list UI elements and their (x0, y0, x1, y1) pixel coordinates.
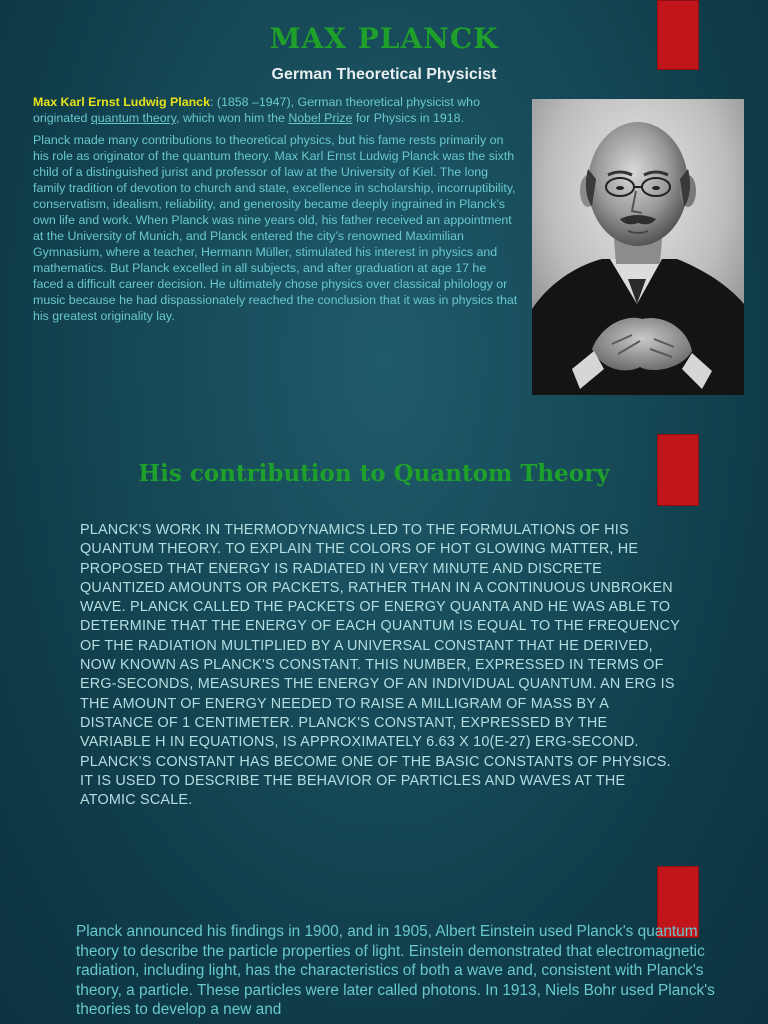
contribution-text: PLANCK'S WORK IN THERMODYNAMICS LED TO THE FORMULATIONS OF HIS QUANTUM THEORY. TO EXPLAIN THE COLORS OF HOT GLOWING MATTER, HE PROPOSED THAT ENERGY IS RADIATED IN VERY MINUTE AND DISCRETE QUANTIZED AMOUNTS OR PACKETS, RATHER THAN IN A CONTINUOUS UNBROKEN WAVE. PLANCK CALLED THE PACKETS OF ENERGY QUANTA AND HE WAS ABLE TO DETERMINE THAT THE ENERGY OF EACH QUANTUM IS EQUAL TO THE FREQUENCY OF THE RADIATION MULTIPLIED BY A UNIVERSAL CONSTANT THAT HE DERIVED, NOW KNOWN AS PLANCK'S CONSTANT. THIS NUMBER, EXPRESSED IN TERMS OF ERG-SECONDS, MEASURES THE ENERGY OF AN INDIVIDUAL QUANTUM. AN ERG IS THE AMOUNT OF ENERGY NEEDED TO RAISE A MILLIGRAM OF MASS BY A DISTANCE OF 1 CENTIMETER. PLANCK'S CONSTANT, EXPRESSED BY THE VARIABLE H IN EQUATIONS, IS APPROXIMATELY 6.63 X 10(E-27) ERG-SECOND. PLANCK'S CONSTANT HAS BECOME ONE OF THE BASIC CONSTANTS OF PHYSICS. IT IS USED TO DESCRIBE THE BEHAVIOR OF PARTICLES AND WAVES AT THE ATOMIC SCALE. (80, 522, 680, 809)
slide-findings (0, 850, 768, 1024)
full-name: Max Karl Ernst Ludwig Planck (33, 95, 210, 109)
slide-contribution (0, 430, 768, 850)
section-title: His contribution to Quantom Theory (138, 460, 610, 487)
biography-text (33, 94, 518, 330)
portrait-photo-icon (532, 99, 744, 395)
findings-text: Planck announced his findings in 1900, and in 1905, Albert Einstein used Planck's quantum theory to describe the particle properties of light. Einstein demonstrated that electromagnetic radiation, including light, has the characteristics of both a wave and, consistent with Planck's theory, a particle. These particles were later called photons. In 1913, Niels Bohr used Planck's theories to develop a new and (76, 923, 715, 1018)
bio-paragraph-1 (33, 94, 518, 126)
portrait-illustration (532, 99, 744, 395)
bio-mid-text: , which won him the (176, 111, 289, 125)
link-quantum-theory[interactable]: quantum theory (90, 111, 177, 125)
lifespan-text: (1858 –1947), German theoretical physicist who originated (33, 95, 480, 125)
slide-intro (0, 0, 768, 430)
page-subtitle: German Theoretical Physicist (271, 66, 497, 83)
page-title: MAX PLANCK (269, 22, 499, 55)
bio-end-text: for Physics in 1918. (352, 111, 464, 125)
bio-paragraph-2: Planck made many contributions to theoretical physics, but his fame rests primarily on his role as originator of the quantum theory. Max Karl Ernst Ludwig Planck was the sixth child of a distinguished jurist and professor of law at the University of Kiel. The long family tradition of devotion to church and state, excellence in scholarship, incorruptibility, conservatism, idealism, reliability, and generosity became deeply ingrained in Planck’s own life and work. When Planck was nine years old, his father received an appointment at the University of Munich, and Planck entered the city’s renowned Maximilian Gymnasium, where a teacher, Hermann Müller, stimulated his interest in physics and mathematics. But Planck excelled in all subjects, and after graduation at age 17 he faced a difficult career decision. He ultimately chose physics over classical philology or music because he had dispassionately reached the conclusion that it was in physics that his greatest originality lay. (33, 133, 518, 323)
name-colon: : (209, 95, 214, 109)
link-nobel-prize[interactable]: Nobel Prize (288, 111, 353, 125)
